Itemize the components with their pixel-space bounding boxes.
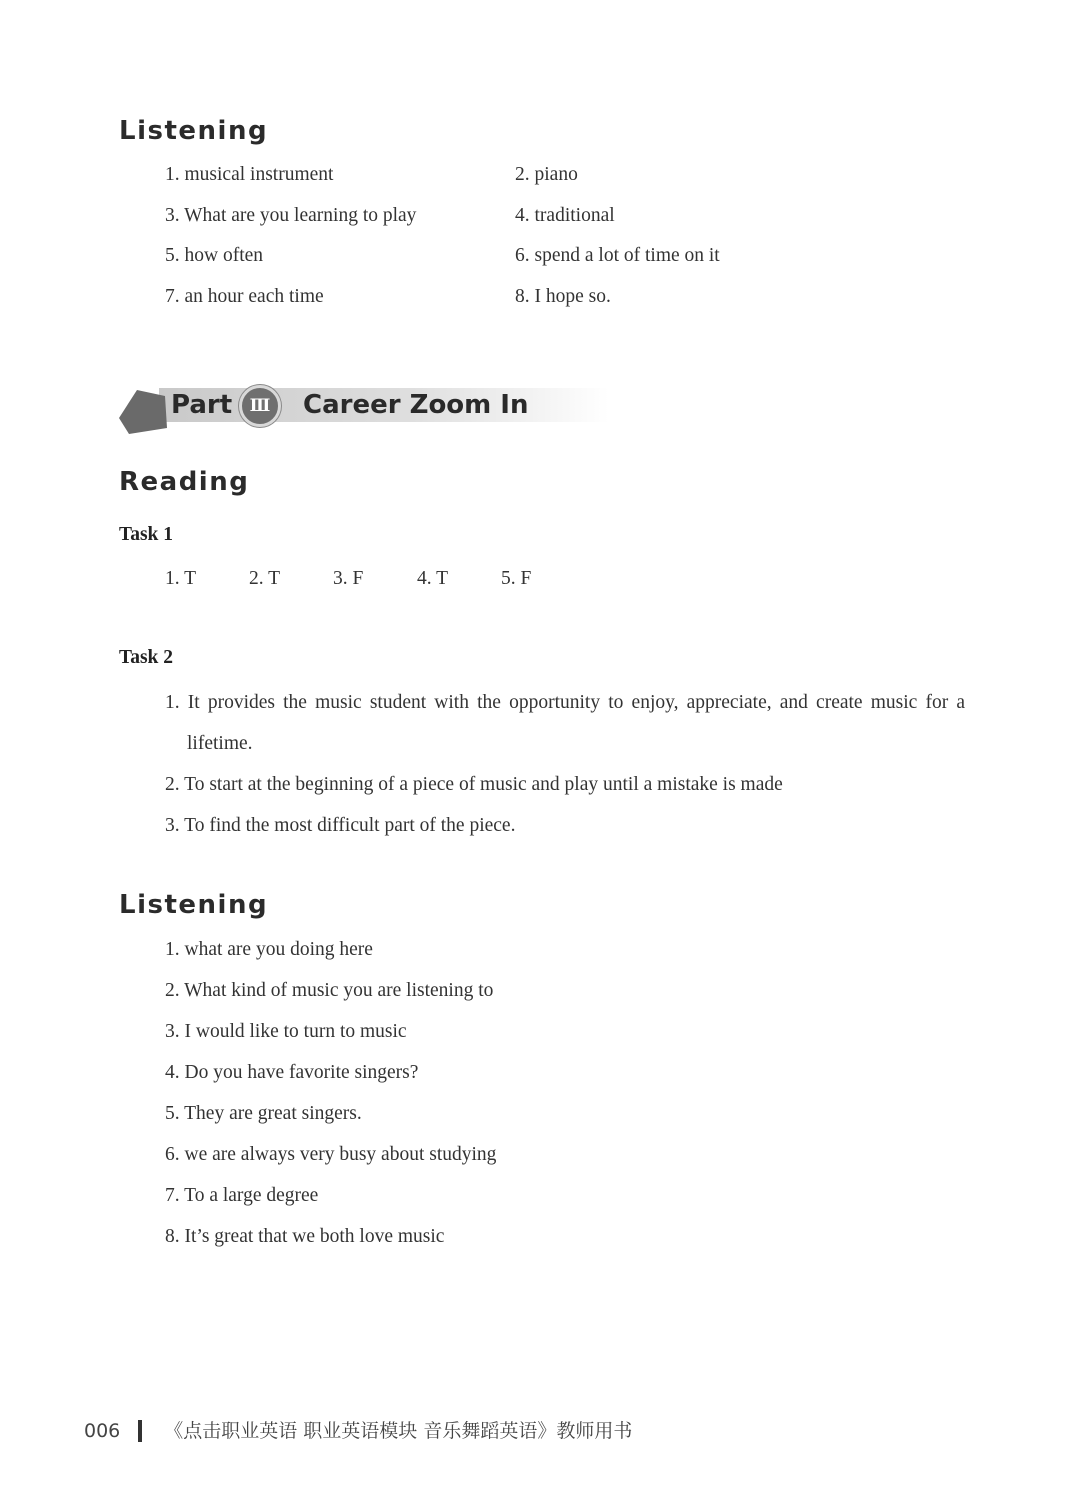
list-item: 5. They are great singers. — [165, 1103, 362, 1124]
book-title: 《点击职业英语 职业英语模块 音乐舞蹈英语》教师用书 — [164, 1420, 633, 1442]
list-item: 1. musical instrument — [165, 164, 334, 185]
banner-pentagon-icon — [119, 388, 171, 438]
list-item: 6. we are always very busy about studying — [165, 1144, 497, 1165]
list-item: 7. To a large degree — [165, 1185, 319, 1206]
list-item: 2. piano — [515, 164, 578, 185]
list-item: 2. T — [249, 568, 281, 589]
list-item: 1. what are you doing here — [165, 939, 373, 960]
list-item: 2. To start at the beginning of a piece of music and play until a mistake is made — [165, 774, 783, 795]
list-item: 5. F — [501, 568, 532, 589]
list-item: 1. It provides the music student with the opportunity to enjoy, appreciate, and create music for a lifetime. — [165, 692, 965, 754]
part-label: Part — [171, 390, 233, 420]
task1-label: Task 1 — [119, 524, 174, 545]
page-number: 006 — [84, 1420, 121, 1442]
listening-answers-1 — [165, 160, 865, 312]
part-banner — [119, 385, 609, 433]
footer-divider — [138, 1420, 142, 1442]
listening-heading-2: Listening — [119, 890, 269, 920]
list-item: 6. spend a lot of time on it — [515, 245, 720, 266]
task2-answers — [165, 682, 965, 846]
list-item: 1. T — [165, 568, 197, 589]
listening-answers-2 — [165, 929, 496, 1257]
list-item: 3. F — [333, 568, 364, 589]
list-item: 3. To find the most difficult part of the piece. — [165, 815, 516, 836]
list-item: 4. traditional — [515, 204, 615, 226]
list-item: 4. Do you have favorite singers? — [165, 1062, 419, 1083]
list-item: 4. T — [417, 568, 449, 589]
list-item: 5. how often — [165, 245, 264, 266]
page-footer — [84, 1416, 632, 1446]
list-item: 8. I hope so. — [515, 285, 611, 307]
list-item: 8. It’s great that we both love music — [165, 1226, 445, 1247]
list-item: 3. I would like to turn to music — [165, 1021, 407, 1042]
list-item: 3. What are you learning to play — [165, 204, 417, 226]
task1-answers — [165, 564, 585, 594]
part-numeral-badge: Ⅲ — [239, 385, 281, 427]
listening-heading-1: Listening — [119, 116, 269, 146]
list-item: 7. an hour each time — [165, 285, 324, 307]
list-item: 2. What kind of music you are listening to — [165, 980, 494, 1001]
task2-label: Task 2 — [119, 647, 174, 668]
reading-heading: Reading — [119, 467, 250, 497]
part-title: Career Zoom In — [303, 390, 529, 420]
